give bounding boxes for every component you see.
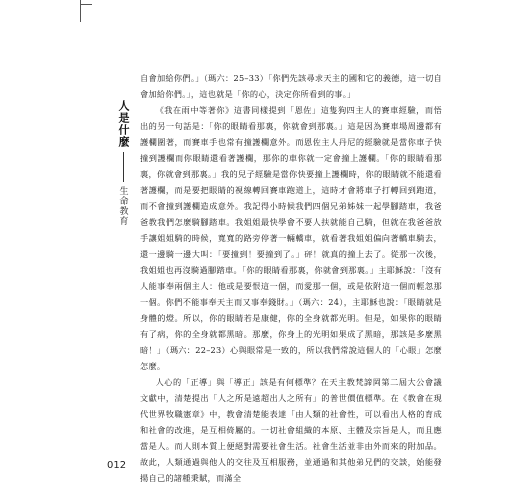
paragraph: 人心的「正導」與「導正」該是有何標準？在天主教梵諦岡第二屆大公會議文獻中，清楚提出「人之所是遠超出人之所有」的普世價值標準。在《教會在現代世界牧職憲章》中，教會清楚能表達「由人類的社會性，可以看出人格的育成和社會的改進，是互相倚屬的。一切社會組織的本原、主體及宗旨是人，而且應當是人。而人則本質上便絕對需要社會生活。社會生活並非由外而來的附加品。故此，人類通過與他人的交往及互相服務，並通過和其他弟兄們的交談，始能發揚自己的諸種秉賦，而滿全 xyxy=(140,377,442,483)
running-head-title: 人是什麼 xyxy=(117,100,130,148)
paragraph: 《我在雨中等著你》這書同樣提到「恩佐」這隻狗四主人的賽車經驗，而悟出的另一句話是：「你的眼睛看那裏，你就會到那裏。」這是因為賽車場周邊都有護欄圍著，而賽車手也常有撞護欄意外。而恩佐主人丹尼的經驗就是當你車子快撞到護欄而你眼睛還看著護欄，那你的車你就一定會撞上護欄。「你的眼睛看那裏，你就會到那裏。」我的兒子經驗是當你快要撞上護欄時，你的眼睛就不能還看著護欄，而是要把眼睛的視線轉回賽車跑道上，這時才會將車子打轉回到跑道，而不會撞到護欄造成意外。我記得小時候我們四個兄弟姊妹一起學腳踏車，我爸爸教我們怎麼騎腳踏車。我姐姐最快學會不要人扶就能自己騎，但就在我爸爸放手讓姐姐騎的時候，寬寬的路旁停著一輛轎車，就看著我姐姐偏向著轎車騎去，還一邊騎一邊大叫：「要撞到！要撞到了。」砰！就真的撞上去了。從那一次後，我姐姐也再沒騎過腳踏車。「你的眼睛看那裏，你就會到那裏。」主耶穌說：「沒有人能事奉兩個主人：他或是要恨這一個，而愛那一個，或是依附這一個而輕忽那一個。你們不能事奉天主而又事奉錢財。」（瑪六：24），主耶穌也說：「眼睛就是身體的燈。所以，你的眼睛若是康健，你的全身就都光明。但是，如果你的眼睛有了病，你的全身就都黑暗。那麼，你身上的光明如果成了黑暗，那該是多麼黑暗！」（瑪六：22–23）心與眼常是一致的，所以我們常說這個人的「心眼」怎麼怎麼。 xyxy=(140,105,442,371)
running-head-rule xyxy=(123,152,124,182)
body-text xyxy=(140,70,442,486)
running-head xyxy=(112,100,134,226)
page-number: 012 xyxy=(107,460,127,471)
running-head-subtitle: 生命教育 xyxy=(117,186,128,226)
paragraph-continuation: 自會加給你們。」（瑪六：25–33）「你們先該尋求天主的國和它的義德，這一切自會加給你們。」，這也就是「你的心，決定你所看到的事。」 xyxy=(140,73,442,99)
crop-mark-horizontal xyxy=(80,4,92,5)
